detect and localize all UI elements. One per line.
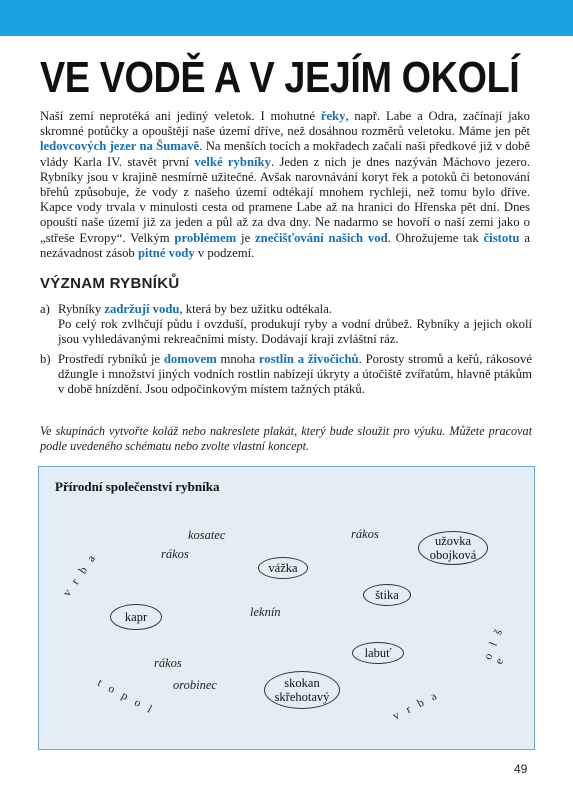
arc-label-vrba: v r b a — [391, 690, 439, 723]
intro-text: a nezávadnost zásob — [40, 230, 530, 260]
intro-text: je — [236, 230, 256, 245]
label-rakos: rákos — [154, 656, 182, 670]
benefits-list — [40, 302, 532, 397]
oval-vazka: vážka — [258, 557, 308, 579]
highlight-term: velké rybníky — [194, 154, 271, 169]
highlight-term: čistotu — [483, 230, 520, 245]
intro-text: Naší zemí neprotéká ani jediný veletok. I mohutné — [40, 109, 321, 123]
intro-text: . Na menších tocích a mokřadech začali naši předkové již v době vlády Karla IV. stavět první — [40, 139, 531, 169]
oval-stika: štika — [363, 584, 411, 606]
oval-uzovka-obojkova: užovka obojková — [418, 531, 488, 565]
item-text: mnoha — [216, 351, 259, 366]
label-orobinec: orobinec — [173, 678, 217, 692]
highlight-term: pitné vody — [137, 245, 195, 260]
label-kosatec: kosatec — [188, 528, 226, 542]
arc-label-topol: t opo l — [95, 677, 154, 716]
list-marker: b) — [40, 351, 51, 366]
pond-community-diagram — [38, 466, 535, 750]
intro-text: v podzemí. — [194, 245, 255, 260]
oval-skokan-skrehotavy: skokan skřehotavý — [264, 671, 340, 709]
item-text: Prostředí rybníků je — [58, 351, 164, 366]
arc-label-vrba: vrba — [61, 553, 99, 599]
item-text: . Porosty stromů a keřů, rákosové džungle i množství jiných vodních rostlin nabízejí úkryty a útočiště zvířatům, hlavně ptákům v době hnízdění. Jsou odpočinkovým místem tažných ptáků. — [58, 351, 532, 397]
highlight-term: domovem — [163, 351, 217, 366]
label-leknin: leknín — [250, 605, 281, 619]
intro-paragraph — [40, 109, 530, 261]
list-item-a — [40, 302, 532, 348]
highlight-term: řeky — [320, 109, 346, 123]
highlight-term: ledovcových jezer na Šumavě — [40, 139, 200, 154]
intro-text: . Jeden z nich je dnes nazýván Máchovo jezero. Rybníky jsou v krajině nesmírně užitečné. Avšak narovnávání koryt řek a potoků či betonování břehů způsobuje, že vody z našeho území odtékají mnohem rychleji, než tomu bylo dříve. Kapce vody trvala v minulosti cesta od pramene Labe až na hranici do Hřenska pět dní. Dnes opouští naše území již za jeden a půl až za dva dny. Ne nadarmo se hovoří o naší zemi jako o „střeše Evropy“. Velkým — [40, 154, 530, 245]
intro-text: , např. Labe a Odra, začínají jako skromné potůčky a opouštějí naše území dříve, než dosáhnou rozměrů veletoku. Máme jen pět — [40, 109, 530, 139]
page-number: 49 — [514, 762, 528, 776]
highlight-term: problémem — [174, 230, 237, 245]
intro-text: . Ohrožujeme tak — [387, 230, 484, 245]
label-rakos: rákos — [351, 527, 379, 541]
highlight-term: rostlin a živočichů — [258, 351, 359, 366]
oval-labut: labuť — [352, 642, 404, 664]
list-marker: a) — [40, 302, 50, 316]
diagram-title: Přírodní společenství rybníka — [55, 479, 220, 494]
item-text: , která by bez užitku odtékala. — [179, 302, 332, 316]
arc-label-olse: olše — [482, 627, 507, 666]
list-item-text: Po celý rok zvlhčují půdu i ovzduší, produkují ryby a vodní drůbež. Rybníky a jejich okolí jsou vyhledávanými rekreačními místy. Dodávají kraji zvláštní ráz. — [58, 317, 532, 347]
page-title: VE VODĚ A V JEJÍM OKOLÍ — [40, 53, 520, 102]
highlight-term: znečišťování našich vod — [255, 230, 388, 245]
top-accent-bar — [0, 0, 573, 36]
label-rakos: rákos — [161, 547, 189, 561]
list-item-b — [40, 352, 532, 398]
section-heading: VÝZNAM RYBNÍKŮ — [40, 275, 180, 292]
item-text: Rybníky — [58, 302, 105, 316]
task-instructions: Ve skupinách vytvořte koláž nebo nakreslete plakát, který bude sloužit pro výuku. Můžete pracovat podle uvedeného schématu nebo zvolte vlastní koncept. — [40, 424, 532, 454]
list-item-text — [58, 352, 532, 398]
oval-kapr: kapr — [110, 604, 162, 630]
list-item-text — [58, 302, 532, 317]
highlight-term: zadržují vodu — [104, 302, 180, 316]
